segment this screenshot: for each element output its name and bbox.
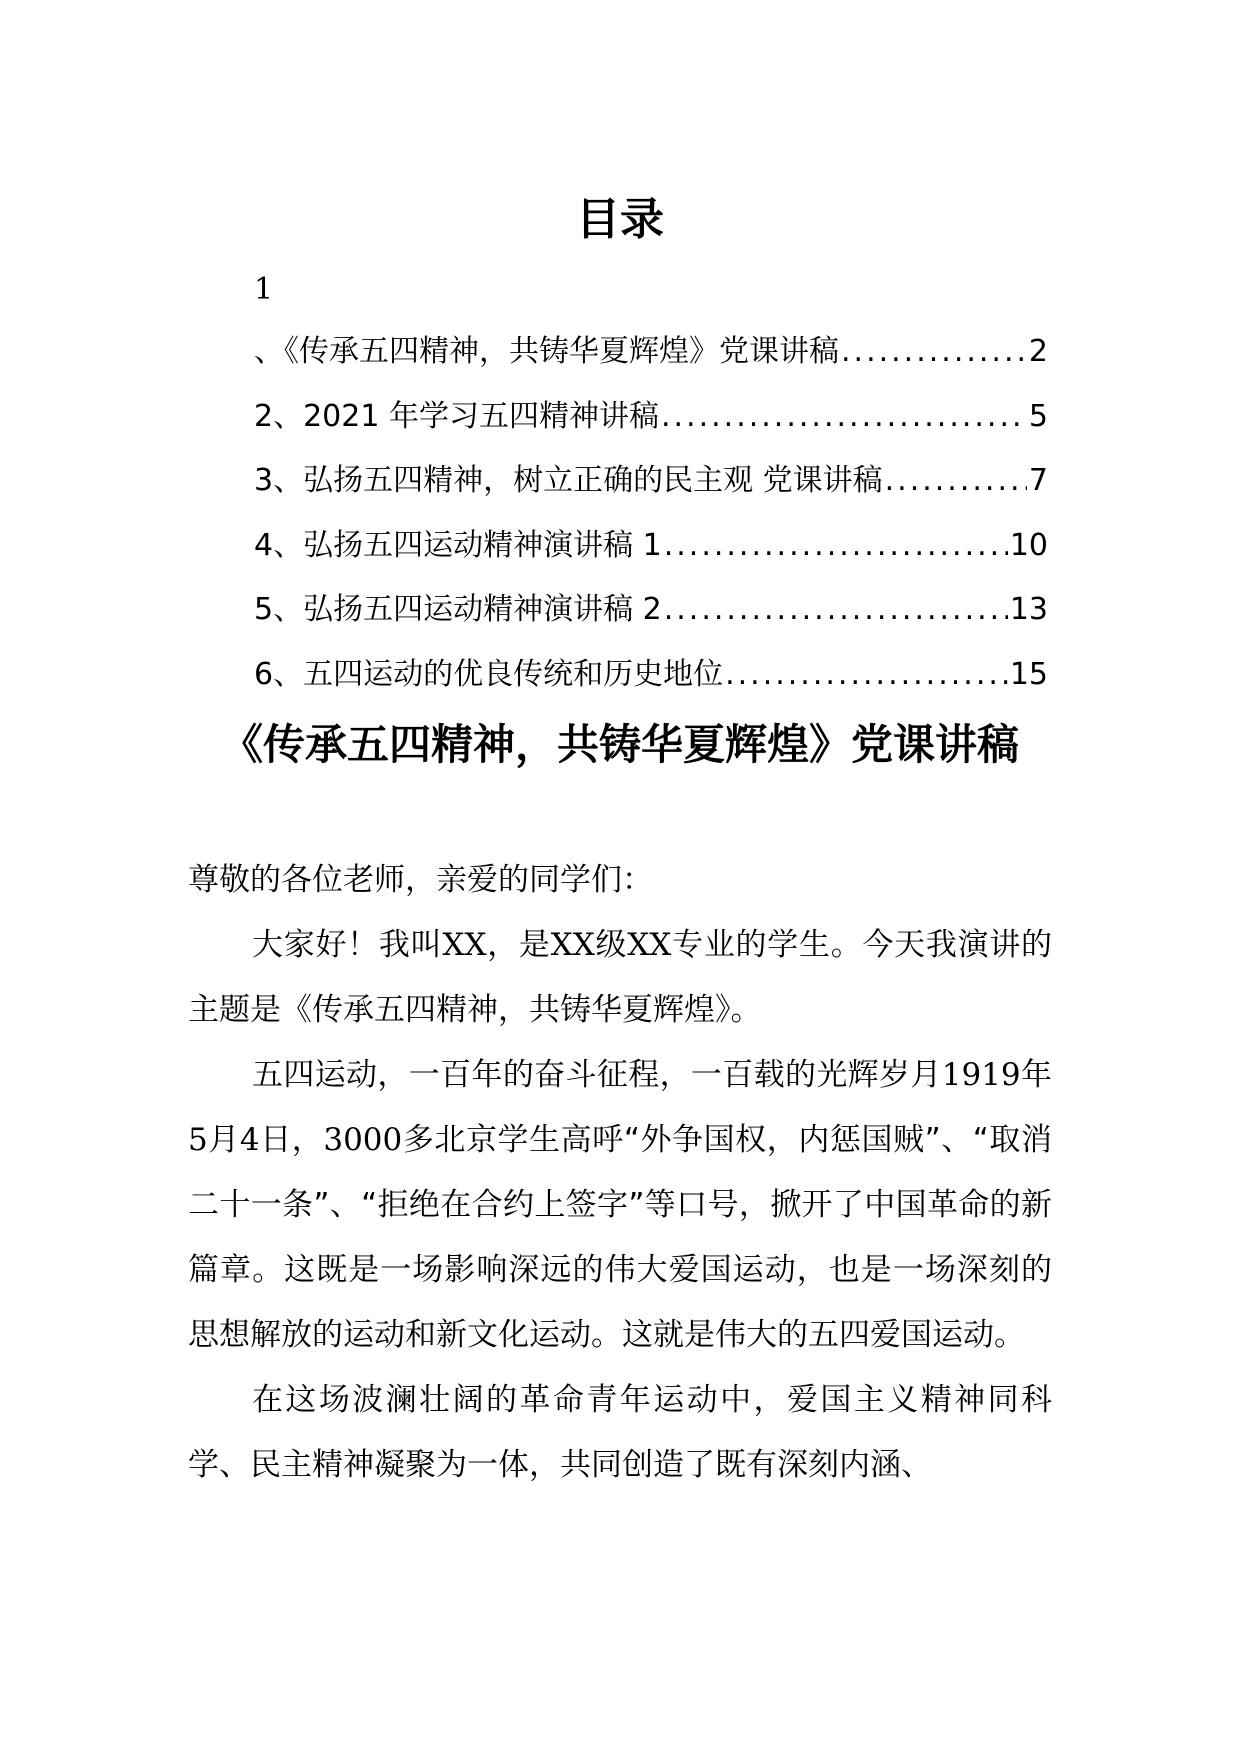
toc-entry-page: 2 — [1028, 334, 1048, 369]
text-run: 五四运动，一百年的奋斗征程，一百载的光辉岁月 — [252, 1057, 942, 1093]
toc-leader-dots — [841, 330, 1027, 374]
toc-entry[interactable] — [254, 395, 1048, 460]
toc-entry[interactable] — [254, 330, 1048, 395]
toc-entry[interactable] — [254, 459, 1048, 524]
toc-leader-dots — [725, 653, 1008, 697]
text-run: 3000 — [323, 1122, 403, 1158]
text-run: 1919 — [941, 1057, 1021, 1093]
text-run: 专业的学生。今天我演讲的主题是《传承五四精神，共铸华夏辉煌》。 — [188, 927, 1053, 1028]
toc-entry-page: 10 — [1009, 527, 1048, 563]
text-run: XX — [550, 927, 595, 963]
toc-entry-page: 13 — [1009, 592, 1048, 627]
paragraph-intro — [188, 913, 1052, 1043]
text-run: ，是 — [486, 927, 551, 963]
text-run: 日， — [259, 1122, 324, 1158]
toc-leader-dots — [885, 459, 1027, 503]
toc-entry-label: 、《传承五四精神，共铸华夏辉煌》党课讲稿 — [254, 334, 839, 369]
salutation: 尊敬的各位老师，亲爱的同学们： — [188, 862, 653, 898]
toc-entry-label: 4、弘扬五四运动精神演讲稿 1 — [254, 527, 662, 563]
toc-title: 目录 — [576, 194, 664, 245]
paragraph-history — [188, 1043, 1052, 1368]
article-body — [188, 848, 1052, 1498]
text-run: XX — [442, 927, 487, 963]
text-run: 多北京学生高呼“外争国权，内惩国贼”、“取消二十一条”、“拒绝在合约上签字”等口号，掀开了中国革命的新篇章。这既是一场影响深远的伟大爱国运动，也是一场深刻的思想解放的运动和新文化运动。这就是伟大的五四爱国运动。 — [188, 1122, 1053, 1353]
toc-entry[interactable] — [254, 653, 1048, 718]
article-title: 《传承五四精神，共铸华夏辉煌》党课讲稿 — [220, 720, 1019, 769]
text-run: 5 — [188, 1122, 208, 1158]
toc-entry-label: 3、弘扬五四精神，树立正确的民主观 党课讲稿 — [254, 463, 883, 498]
toc-leader-dots — [664, 524, 1008, 568]
text-run: 4 — [239, 1122, 260, 1158]
toc-entry-label: 6、五四运动的优良传统和历史地位 — [254, 656, 724, 692]
toc-entry[interactable] — [254, 588, 1048, 653]
toc-entry-1-number: 1 — [254, 272, 274, 307]
toc-entry[interactable] — [254, 524, 1048, 589]
toc-entry-page: 7 — [1028, 463, 1048, 498]
text-run: XX — [627, 927, 672, 963]
toc-leader-dots — [664, 588, 1008, 632]
toc-leader-dots — [661, 395, 1027, 439]
text-run: 大家好！我叫 — [252, 927, 443, 963]
text-run: 月 — [207, 1122, 240, 1158]
text-run: 年 — [1020, 1057, 1053, 1093]
toc-entry-label: 2、2021 年学习五四精神讲稿 — [254, 398, 659, 434]
paragraph-spirit: 在这场波澜壮阔的革命青年运动中，爱国主义精神同科学、民主精神凝聚为一体，共同创造了既有深刻内涵、 — [188, 1382, 1052, 1483]
table-of-contents — [254, 330, 1048, 717]
toc-entry-page: 5 — [1028, 398, 1048, 434]
toc-entry-page: 15 — [1009, 656, 1048, 692]
toc-entry-label: 5、弘扬五四运动精神演讲稿 2 — [254, 592, 662, 627]
text-run: 级 — [594, 927, 628, 963]
